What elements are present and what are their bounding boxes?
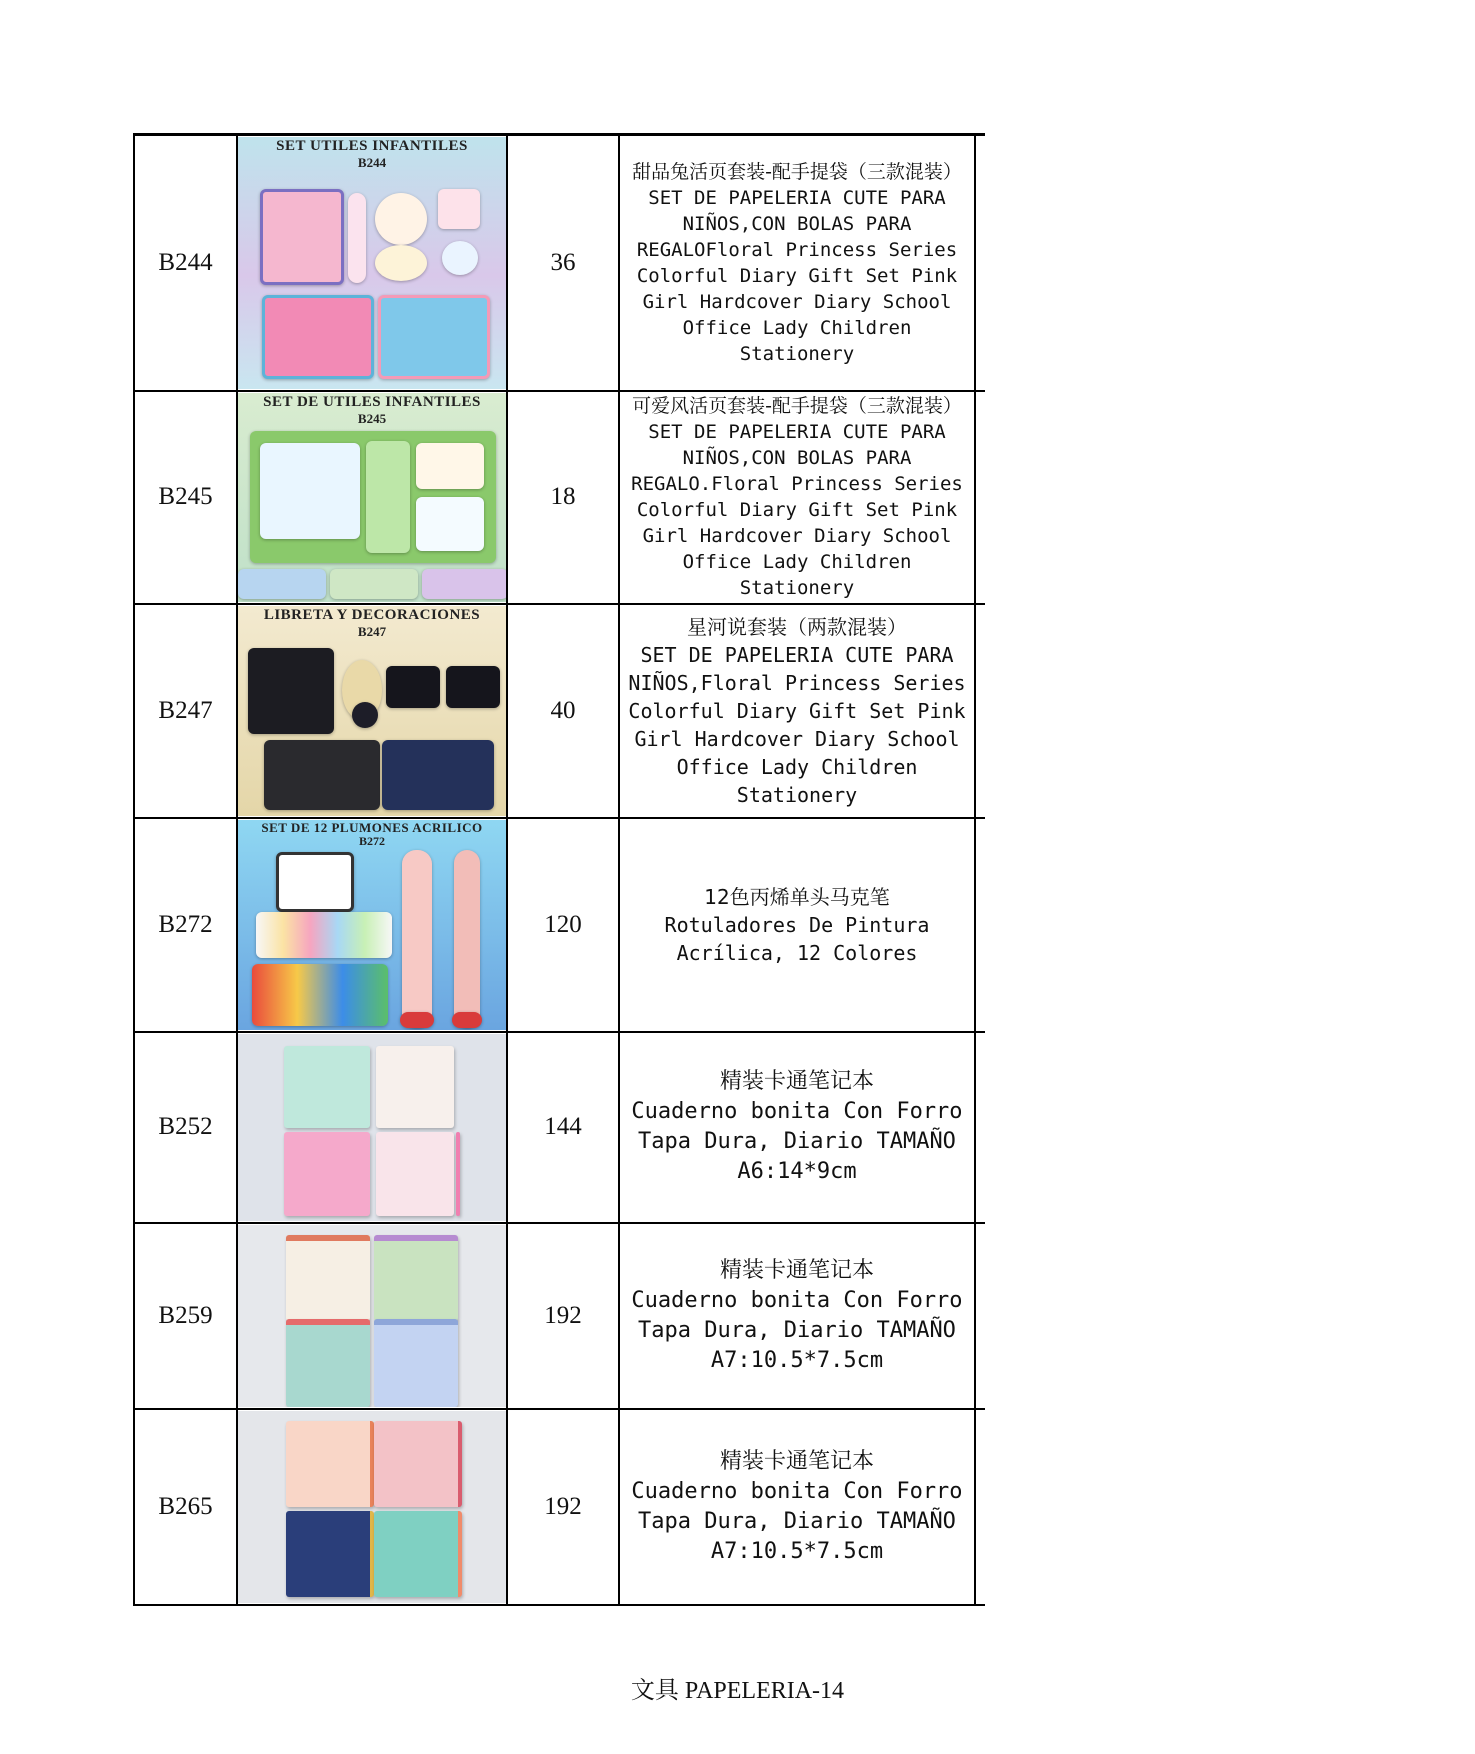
floral-notebooks-photo [238, 1225, 506, 1407]
product-description [619, 1223, 975, 1409]
product-quantity: 192 [507, 1223, 619, 1409]
product-quantity: 144 [507, 1032, 619, 1223]
table-row [134, 135, 985, 391]
description-chinese: 精装卡通笔记本 [719, 1257, 874, 1283]
description-chinese: 星河说套装（两款混装） [687, 614, 907, 639]
photo-banner: SET DE UTILES INFANTILES B245 [263, 393, 481, 426]
product-photo-cell [237, 604, 507, 818]
description-spanish: Rotuladores De Pintura Acrílica, 12 Colores [664, 912, 930, 965]
product-code: B247 [134, 604, 237, 818]
description-spanish: Cuaderno bonita Con Forro Tapa Dura, Diario TAMAÑO A6:14*9cm [631, 1099, 963, 1184]
product-photo-cell [237, 1409, 507, 1605]
product-quantity: 36 [507, 135, 619, 391]
product-code: B272 [134, 818, 237, 1032]
colorful-floral-notebooks-photo [238, 1411, 506, 1603]
product-photo-cell [237, 1032, 507, 1223]
table-row [134, 391, 985, 604]
product-description [619, 1032, 975, 1223]
description-chinese: 可爱风活页套装-配手提袋（三款混装） [632, 395, 962, 417]
product-description [619, 1409, 975, 1605]
description-chinese: 12色丙烯单头马克笔 [704, 884, 890, 909]
product-photo-cell [237, 818, 507, 1032]
product-photo-cell [237, 391, 507, 604]
product-description [619, 391, 975, 604]
table-row [134, 818, 985, 1032]
table-row [134, 604, 985, 818]
donut-notebooks-photo [238, 1034, 506, 1221]
description-spanish: SET DE PAPELERIA CUTE PARA NIÑOS,Floral Princess Series Colorful Diary Gift Set Pink Girl Hardcover Diary School Office Lady Children Stationery [628, 642, 966, 807]
product-code: B265 [134, 1409, 237, 1605]
table-row [134, 1032, 985, 1223]
product-description [619, 818, 975, 1032]
photo-banner: SET UTILES INFANTILES B244 [276, 137, 468, 170]
description-spanish: Cuaderno bonita Con Forro Tapa Dura, Diario TAMAÑO A7:10.5*7.5cm [631, 1478, 963, 1564]
product-code: B244 [134, 135, 237, 391]
description-chinese: 精装卡通笔记本 [719, 1448, 874, 1474]
page-footer: 文具 PAPELERIA-14 [630, 1678, 845, 1704]
product-quantity: 120 [507, 818, 619, 1032]
product-quantity: 40 [507, 604, 619, 818]
acrylic-markers-photo [238, 820, 506, 1030]
green-stationery-kit-photo [238, 393, 506, 602]
description-spanish: SET DE PAPELERIA CUTE PARA NIÑOS,CON BOLAS PARA REGALOFloral Princess Series Colorful Diary Gift Set Pink Girl Hardcover Diary School Office Lady Children Stationery [636, 186, 958, 365]
table-row [134, 1223, 985, 1409]
product-photo-cell [237, 1223, 507, 1409]
product-photo-cell [237, 135, 507, 391]
starry-notebook-set-photo [238, 606, 506, 816]
photo-banner: SET DE 12 PLUMONES ACRILICO B272 [261, 819, 483, 848]
product-quantity: 192 [507, 1409, 619, 1605]
product-code: B259 [134, 1223, 237, 1409]
product-code: B252 [134, 1032, 237, 1223]
description-chinese: 精装卡通笔记本 [719, 1069, 874, 1094]
product-table [133, 133, 985, 1606]
description-chinese: 甜品兔活页套装-配手提袋（三款混装） [632, 160, 962, 183]
photo-banner: LIBRETA Y DECORACIONES B247 [263, 606, 481, 639]
description-spanish: Cuaderno bonita Con Forro Tapa Dura, Diario TAMAÑO A7:10.5*7.5cm [631, 1287, 963, 1373]
product-code: B245 [134, 391, 237, 604]
table-row [134, 1409, 985, 1605]
product-quantity: 18 [507, 391, 619, 604]
pastel-stationery-kit-photo [238, 137, 506, 389]
product-description [619, 604, 975, 818]
description-spanish: SET DE PAPELERIA CUTE PARA NIÑOS,CON BOLAS PARA REGALO.Floral Princess Series Colorful Diary Gift Set Pink Girl Hardcover Diary School Office Lady Children Stationery [631, 421, 963, 599]
product-description [619, 135, 975, 391]
